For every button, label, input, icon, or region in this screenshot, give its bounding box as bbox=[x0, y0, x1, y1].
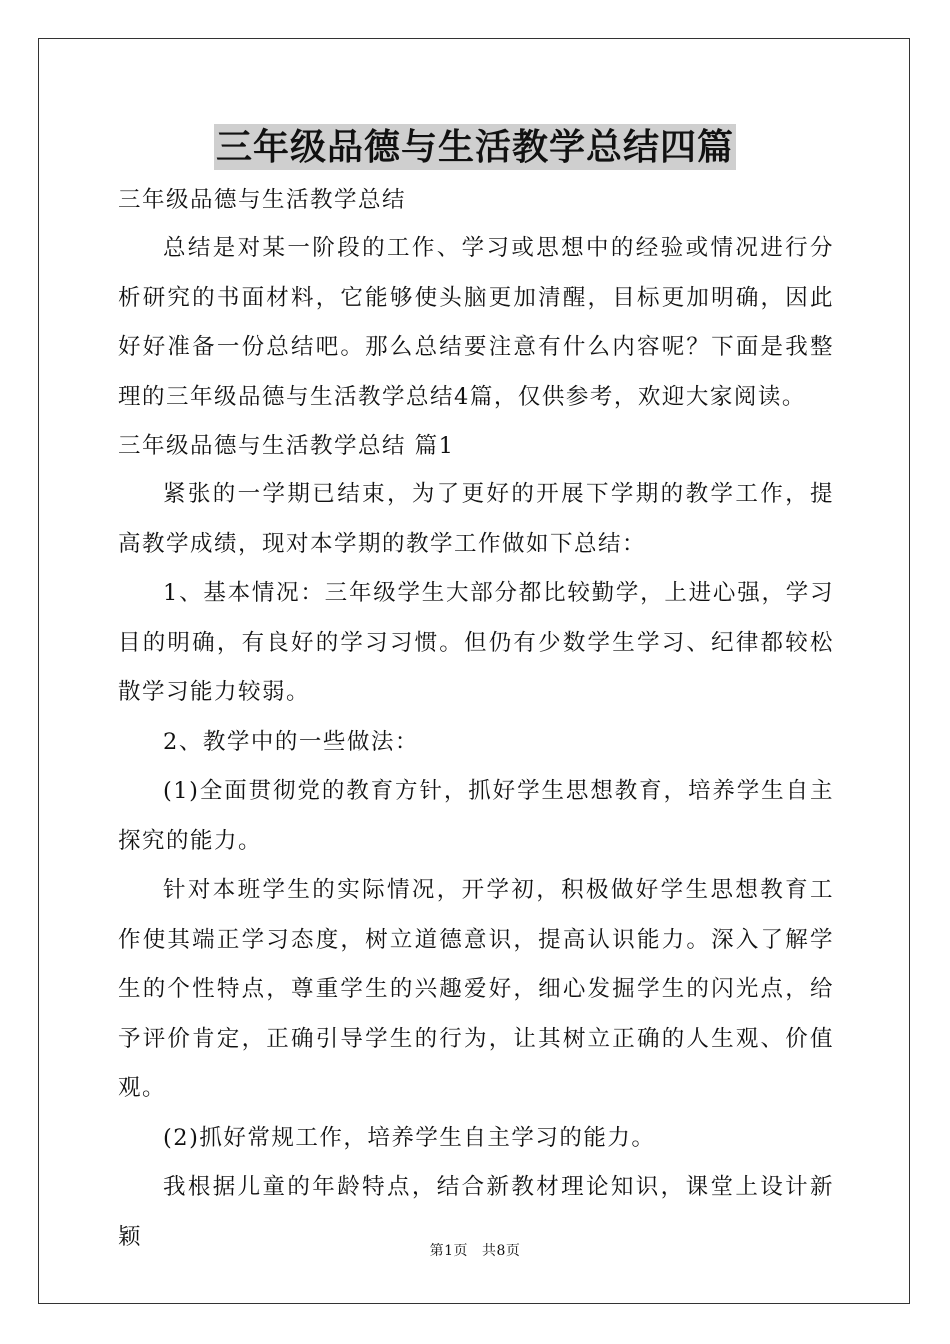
article-heading: 三年级品德与生活教学总结 篇1 bbox=[118, 433, 455, 459]
document-title: 三年级品德与生活教学总结四篇 bbox=[215, 126, 734, 168]
body-paragraph: 1、基本情况：三年级学生大部分都比较勤学，上进心强，学习目的明确，有良好的学习习惯。但仍有少数学生学习、纪律都较松散学习能力较弱。 bbox=[118, 580, 834, 705]
body-paragraph: 紧张的一学期已结束，为了更好的开展下学期的教学工作，提高教学成绩，现对本学期的教学工作做如下总结： bbox=[118, 481, 834, 557]
body-paragraph: 针对本班学生的实际情况，开学初，积极做好学生思想教育工作使其端正学习态度，树立道德意识，提高认识能力。深入了解学生的个性特点，尊重学生的兴趣爱好，细心发掘学生的闪光点，给予评价肯定，正确引导学生的行为，让其树立正确的人生观、价值观。 bbox=[118, 877, 834, 1101]
title-container bbox=[0, 124, 950, 170]
page-total: 共8页 bbox=[482, 1243, 521, 1259]
body-paragraph: 2、教学中的一些做法： bbox=[163, 728, 419, 755]
body-paragraph: (1)全面贯彻党的教育方针，抓好学生思想教育，培养学生自主探究的能力。 bbox=[118, 778, 834, 854]
page-footer bbox=[0, 1240, 950, 1260]
body-paragraph: (2)抓好常规工作，培养学生自主学习的能力。 bbox=[163, 1124, 656, 1151]
page-number: 第1页 bbox=[429, 1243, 468, 1259]
body-paragraph: 我根据儿童的年龄特点，结合新教材理论知识，课堂上设计新颖 bbox=[118, 1174, 834, 1250]
section-heading: 三年级品德与生活教学总结 bbox=[118, 187, 407, 213]
document-body bbox=[118, 176, 834, 1262]
intro-paragraph: 总结是对某一阶段的工作、学习或思想中的经验或情况进行分析研究的书面材料，它能够使头脑更加清醒，目标更加明确，因此好好准备一份总结吧。那么总结要注意有什么内容呢？下面是我整理的三年级品德与生活教学总结4篇，仅供参考，欢迎大家阅读。 bbox=[118, 235, 834, 410]
